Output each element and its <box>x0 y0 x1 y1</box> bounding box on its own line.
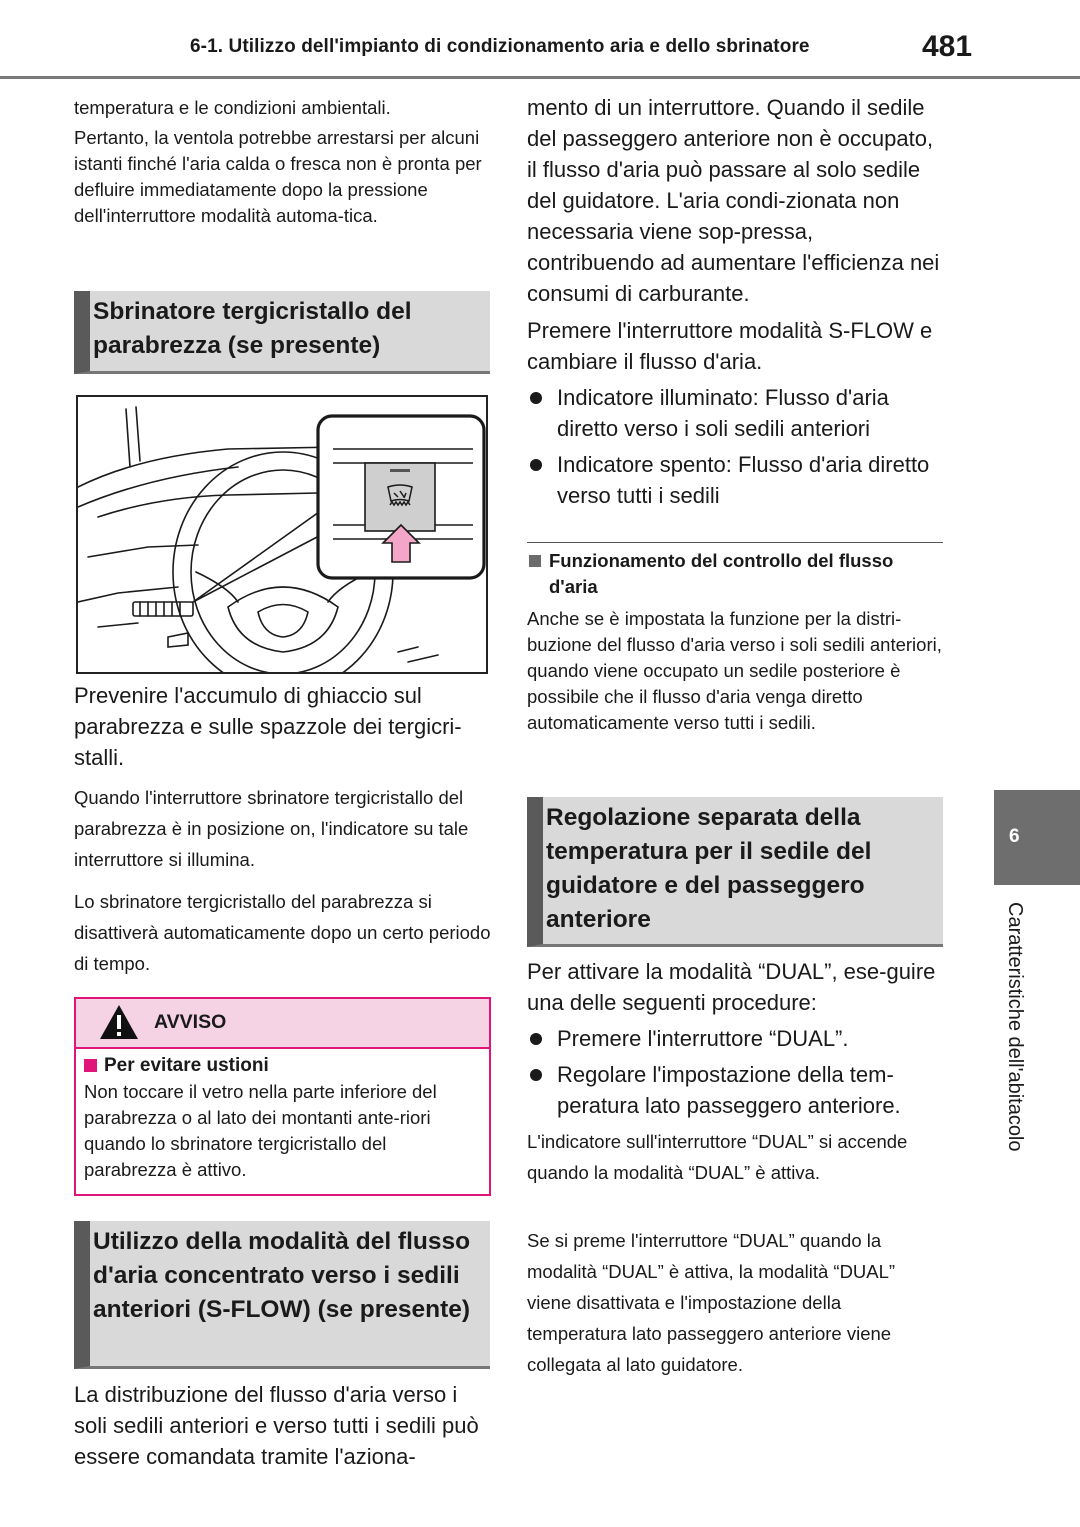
sflow-lead: La distribuzione del flusso d'aria verso i soli sedili anteriori e verso tutti i sedili può essere comandata tramite l'aziona- <box>74 1382 479 1469</box>
section-heading-dual: Regolazione separata della temperatura per il sedile del guidatore e del passeggero anteriore <box>527 797 943 947</box>
dual-paragraph-1: L'indicatore sull'interruttore “DUAL” si accende quando la modalità “DUAL” è attiva. <box>527 1131 908 1183</box>
defroster-lead: Prevenire l'accumulo di ghiaccio sul parabrezza e sulle spazzole dei tergicri-stalli. <box>74 683 462 770</box>
list-item: Regolare l'impostazione della tem-peratura lato passeggero anteriore. <box>527 1059 943 1121</box>
defroster-paragraph-1: Quando l'interruttore sbrinatore tergicristallo del parabrezza è in posizione on, l'indicatore su tale interruttore si illumina. <box>74 787 469 870</box>
subsection-text: Anche se è impostata la funzione per la distri-buzione del flusso d'aria verso i soli sedili anteriori, quando viene occupato un sedile posteriore è possibile che il flusso d'aria venga diretto automaticamente verso tutti i sedili. <box>527 608 942 733</box>
warning-triangle-icon <box>98 1003 140 1041</box>
dual-paragraph-2: Se si preme l'interruttore “DUAL” quando la modalità “DUAL” è attiva, la modalità “DUAL” viene disattivata e l'impostazione della temperatura lato passeggero anteriore viene collegata al lato guidatore. <box>527 1230 896 1375</box>
page-number: 481 <box>922 30 973 63</box>
dashboard-figure <box>78 397 486 672</box>
subsection-title-text: Funzionamento del controllo del flusso d'aria <box>549 550 894 597</box>
section-heading-sflow: Utilizzo della modalità del flusso d'aria concentrato verso i sedili anteriori (S-FLOW) (se presente) <box>74 1221 490 1369</box>
bullet-square-icon <box>84 1059 97 1072</box>
sflow-indicator-list <box>527 382 943 516</box>
defroster-illustration <box>76 395 488 674</box>
warning-title: AVVISO <box>154 1011 227 1033</box>
sflow-continued: mento di un interruttore. Quando il sedile del passeggero anteriore non è occupato, il flusso d'aria può passare al solo sedile del guidatore. L'aria condi-zionata non necessaria viene sop-pressa, contribuendo ad aumentare l'efficienza nei consumi di carburante. <box>527 95 940 306</box>
warning-subtitle-text: Per evitare ustioni <box>104 1055 269 1076</box>
bullet-square-icon <box>529 555 541 567</box>
intro-paragraph: Pertanto, la ventola potrebbe arrestarsi per alcuni istanti finché l'aria calda o fresca non è pronta per defluire immediatamente dopo la pressione dell'interruttore modalità automa-tica. <box>74 127 482 226</box>
defroster-switch[interactable] <box>365 463 435 531</box>
subsection-title <box>527 548 943 600</box>
section-heading-defroster: Sbrinatore tergicristallo del parabrezza (se presente) <box>74 291 490 374</box>
running-header: 6-1. Utilizzo dell'impianto di condizionamento aria e dello sbrinatore <box>190 36 810 57</box>
warning-header <box>76 999 489 1049</box>
warning-box <box>74 997 491 1196</box>
subsection-divider <box>527 542 943 543</box>
defroster-paragraph-2: Lo sbrinatore tergicristallo del parabrezza si disattiverà automaticamente dopo un certo periodo di tempo. <box>74 891 491 974</box>
intro-line: temperatura e le condizioni ambientali. <box>74 97 391 118</box>
list-item: Premere l'interruttore “DUAL”. <box>527 1023 943 1054</box>
warning-subtitle <box>84 1053 481 1079</box>
chapter-tab[interactable] <box>994 790 1080 885</box>
list-item: Indicatore illuminato: Flusso d'aria diretto verso i soli sedili anteriori <box>527 382 943 444</box>
dual-procedure-list <box>527 1023 943 1126</box>
chapter-number: 6 <box>1009 826 1020 847</box>
warning-text: Non toccare il vetro nella parte inferiore del parabrezza o al lato dei montanti ante-riori quando lo sbrinatore tergicristallo del parabrezza è attivo. <box>84 1081 437 1180</box>
chapter-label: Caratteristiche dell'abitacolo <box>1004 902 1026 1152</box>
list-item: Indicatore spento: Flusso d'aria diretto verso tutti i sedili <box>527 449 943 511</box>
dual-lead: Per attivare la modalità “DUAL”, ese-guire una delle seguenti procedure: <box>527 959 936 1015</box>
sflow-instruction: Premere l'interruttore modalità S-FLOW e cambiare il flusso d'aria. <box>527 318 933 374</box>
header-divider <box>0 76 1080 79</box>
